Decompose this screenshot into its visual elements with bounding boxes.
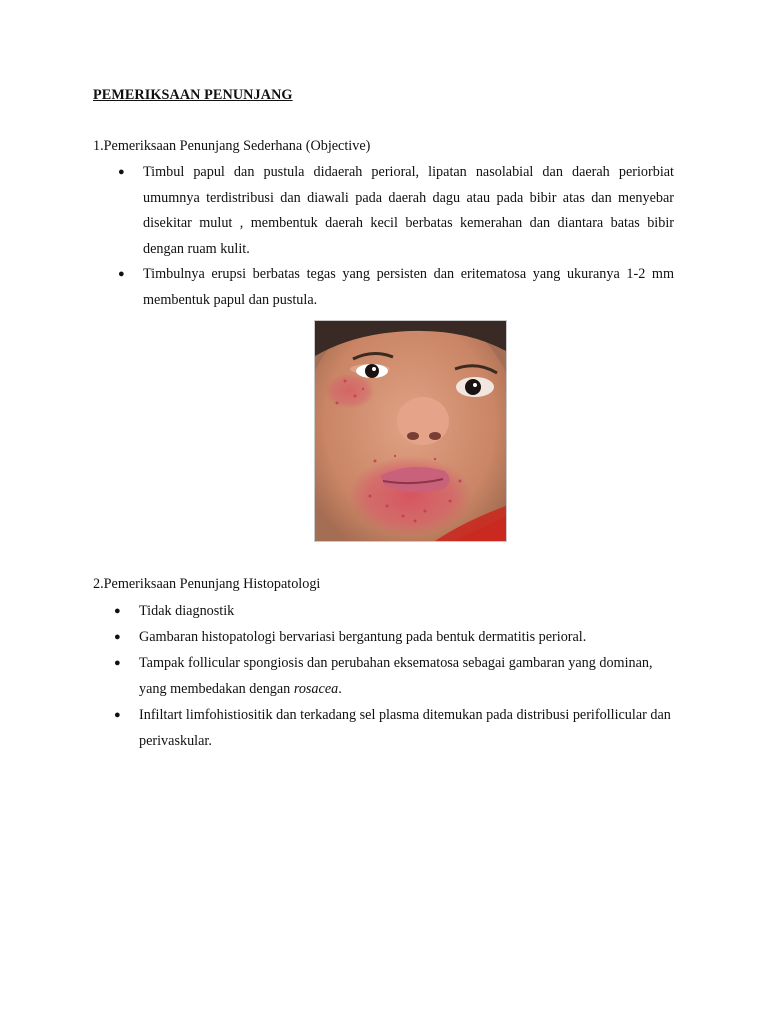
list-item — [118, 160, 674, 262]
bullet-text: Infiltart limfohistiositik dan terkadang sel plasma ditemukan pada distribusi perifollicular dan perivaskular. — [139, 707, 671, 749]
bullet-text: Tampak follicular spongiosis dan perubahan eksematosa sebagai gambaran yang dominan, yang membedakan dengan — [139, 655, 653, 697]
bullet-text: Gambaran histopatologi bervariasi bergantung pada bentuk dermatitis perioral. — [139, 629, 587, 645]
list-item — [114, 702, 679, 754]
bullet-text: Timbulnya erupsi berbatas tegas yang persisten dan eritematosa yang ukuranya 1-2 mm membentuk papul dan pustula. — [143, 266, 674, 308]
clinical-photo — [314, 320, 507, 542]
section-2-bullet-list — [114, 598, 679, 754]
bullet-text: Timbul papul dan pustula didaerah perioral, lipatan nasolabial dan daerah periorbiat umumnya terdistribusi dan diawali pada daerah dagu atau pada bibir atas dan menyebar disekitar mulut , membentuk daerah kecil berbatas kemerahan dan diantara batas bibir dengan ruam kulit. — [143, 164, 674, 257]
bullet-icon: ● — [114, 605, 121, 617]
section-1-bullet-list — [118, 160, 674, 314]
bullet-icon: ● — [118, 268, 125, 281]
list-item — [114, 650, 679, 702]
bullet-icon: ● — [118, 166, 125, 178]
section-1-heading: 1.Pemeriksaan Penunjang Sederhana (Objective) — [93, 138, 371, 154]
bullet-icon: ● — [114, 657, 121, 669]
list-item — [118, 262, 674, 313]
bullet-text: Tidak diagnostik — [139, 603, 235, 619]
bullet-icon: ● — [114, 709, 121, 721]
italic-term: rosacea — [293, 681, 339, 697]
list-item — [114, 624, 679, 650]
section-2-heading: 2.Pemeriksaan Penunjang Histopatologi — [93, 576, 321, 592]
list-item — [114, 598, 679, 624]
bullet-text-end: . — [338, 681, 342, 697]
document-title: PEMERIKSAAN PENUNJANG — [93, 87, 293, 103]
bullet-icon: ● — [114, 631, 121, 643]
